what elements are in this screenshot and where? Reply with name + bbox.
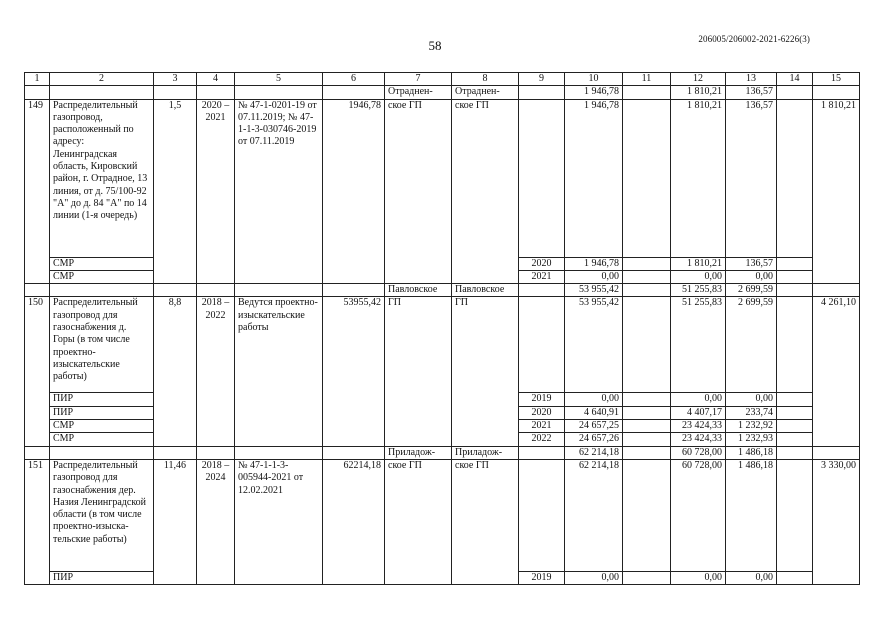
empty-cell — [813, 86, 860, 99]
header-cell: 15 — [813, 73, 860, 86]
settlement-cell: ГП — [452, 297, 519, 446]
total-cell: 24 657,26 — [565, 433, 623, 446]
total-cell: 62 214,18 — [565, 446, 623, 459]
object-row — [25, 297, 860, 393]
period-cell: 2018 – 2024 — [197, 459, 235, 584]
year-cell — [519, 99, 565, 257]
empty-cell — [777, 99, 813, 257]
permit-cell: № 47-1-0201-19 от 07.11.2019; № 47-1-1-3-030746-2019 от 07.11.2019 — [235, 99, 323, 284]
header-cell: 4 — [197, 73, 235, 86]
federal-cell: 51 255,83 — [671, 297, 726, 393]
empty-cell — [813, 284, 860, 297]
federal-cell: 4 407,17 — [671, 406, 726, 419]
total-cell: 0,00 — [565, 571, 623, 584]
stage-label: СМР — [50, 433, 154, 446]
stage-label: СМР — [50, 270, 154, 283]
empty-cell — [235, 284, 323, 297]
regional-cell: 2 699,59 — [726, 284, 777, 297]
empty-cell — [197, 446, 235, 459]
settlement-cell: ГП — [385, 297, 452, 446]
settlement-cell: ское ГП — [452, 459, 519, 584]
stage-label: СМР — [50, 420, 154, 433]
header-cell: 1 — [25, 73, 50, 86]
capacity-cell: 4 261,10 — [813, 297, 860, 446]
year-cell: 2021 — [519, 420, 565, 433]
total-cell: 1 946,78 — [565, 257, 623, 270]
settlement-cell: ское ГП — [385, 99, 452, 284]
empty-cell — [50, 446, 154, 459]
header-cell: 5 — [235, 73, 323, 86]
year-cell: 2021 — [519, 270, 565, 283]
header-cell: 11 — [623, 73, 671, 86]
summary-row — [25, 284, 860, 297]
empty-cell — [25, 284, 50, 297]
year-cell — [519, 459, 565, 571]
object-name: Распределительный газопровод, расположенный по адресу: Ленинградская область, Кировский район, г. Отрадное, 13 линия, от д. 75/100-92 "А" до д. 84 "А" по 14 линии (1-я очередь) — [50, 99, 154, 257]
regional-cell: 136,57 — [726, 257, 777, 270]
length-cell: 1,5 — [154, 99, 197, 284]
settlement-cell: Павловское — [452, 284, 519, 297]
empty-cell — [50, 86, 154, 99]
empty-cell — [623, 99, 671, 257]
empty-cell — [777, 406, 813, 419]
year-cell: 2019 — [519, 393, 565, 406]
object-row — [25, 99, 860, 257]
header-cell: 7 — [385, 73, 452, 86]
regional-cell: 1 486,18 — [726, 446, 777, 459]
empty-cell — [197, 284, 235, 297]
empty-cell — [777, 297, 813, 393]
object-name: Распределительный газопровод для газоснабжения д. Горы (в том числе проектно-изыскательские работы) — [50, 297, 154, 393]
period-cell: 2020 – 2021 — [197, 99, 235, 284]
settlement-cell: Павловское — [385, 284, 452, 297]
document-number: 206005/206002-2021-6226(3) — [698, 34, 810, 44]
cost-cell: 53955,42 — [323, 297, 385, 446]
empty-cell — [519, 86, 565, 99]
permit-cell: Ведутся проектно-изыскательские работы — [235, 297, 323, 446]
empty-cell — [623, 433, 671, 446]
total-cell: 53 955,42 — [565, 297, 623, 393]
federal-cell: 60 728,00 — [671, 459, 726, 571]
header-row — [25, 73, 860, 86]
regional-cell: 136,57 — [726, 99, 777, 257]
stage-label: ПИР — [50, 406, 154, 419]
federal-cell: 1 810,21 — [671, 86, 726, 99]
settlement-cell: Отраднен- — [385, 86, 452, 99]
header-cell: 6 — [323, 73, 385, 86]
empty-cell — [777, 86, 813, 99]
regional-cell: 1 232,93 — [726, 433, 777, 446]
register-table — [24, 72, 860, 585]
empty-cell — [323, 446, 385, 459]
empty-cell — [623, 571, 671, 584]
object-number: 150 — [25, 297, 50, 446]
empty-cell — [519, 284, 565, 297]
settlement-cell: ское ГП — [385, 459, 452, 584]
stage-label: СМР — [50, 257, 154, 270]
header-cell: 3 — [154, 73, 197, 86]
total-cell: 24 657,25 — [565, 420, 623, 433]
empty-cell — [50, 284, 154, 297]
capacity-cell: 1 810,21 — [813, 99, 860, 284]
empty-cell — [623, 284, 671, 297]
federal-cell: 0,00 — [671, 393, 726, 406]
length-cell: 8,8 — [154, 297, 197, 446]
permit-cell: № 47-1-1-3-005944-2021 от 12.02.2021 — [235, 459, 323, 584]
federal-cell: 1 810,21 — [671, 257, 726, 270]
object-number: 149 — [25, 99, 50, 284]
empty-cell — [777, 393, 813, 406]
federal-cell: 23 424,33 — [671, 433, 726, 446]
empty-cell — [777, 571, 813, 584]
regional-cell: 0,00 — [726, 270, 777, 283]
empty-cell — [235, 86, 323, 99]
summary-row — [25, 446, 860, 459]
header-cell: 2 — [50, 73, 154, 86]
empty-cell — [623, 446, 671, 459]
cost-cell: 1946,78 — [323, 99, 385, 284]
header-cell: 14 — [777, 73, 813, 86]
empty-cell — [154, 86, 197, 99]
empty-cell — [777, 257, 813, 270]
empty-cell — [623, 257, 671, 270]
empty-cell — [623, 297, 671, 393]
empty-cell — [777, 433, 813, 446]
empty-cell — [25, 446, 50, 459]
empty-cell — [323, 284, 385, 297]
period-cell: 2018 – 2022 — [197, 297, 235, 446]
year-cell: 2019 — [519, 571, 565, 584]
empty-cell — [154, 446, 197, 459]
settlement-cell: ское ГП — [452, 99, 519, 284]
settlement-cell: Отраднен- — [452, 86, 519, 99]
page-number: 58 — [428, 38, 442, 53]
regional-cell: 1 232,92 — [726, 420, 777, 433]
total-cell: 0,00 — [565, 393, 623, 406]
header-cell: 9 — [519, 73, 565, 86]
regional-cell: 136,57 — [726, 86, 777, 99]
empty-cell — [813, 446, 860, 459]
total-cell: 4 640,91 — [565, 406, 623, 419]
empty-cell — [777, 270, 813, 283]
year-cell: 2022 — [519, 433, 565, 446]
regional-cell: 0,00 — [726, 393, 777, 406]
empty-cell — [623, 420, 671, 433]
summary-row — [25, 86, 860, 99]
federal-cell: 0,00 — [671, 270, 726, 283]
empty-cell — [623, 459, 671, 571]
object-number: 151 — [25, 459, 50, 584]
empty-cell — [777, 446, 813, 459]
regional-cell: 1 486,18 — [726, 459, 777, 571]
header-cell: 13 — [726, 73, 777, 86]
total-cell: 53 955,42 — [565, 284, 623, 297]
stage-label: ПИР — [50, 393, 154, 406]
header-cell: 8 — [452, 73, 519, 86]
total-cell: 62 214,18 — [565, 459, 623, 571]
empty-cell — [623, 270, 671, 283]
empty-cell — [25, 86, 50, 99]
total-cell: 0,00 — [565, 270, 623, 283]
empty-cell — [777, 420, 813, 433]
empty-cell — [623, 393, 671, 406]
total-cell: 1 946,78 — [565, 86, 623, 99]
year-cell: 2020 — [519, 406, 565, 419]
header-cell: 10 — [565, 73, 623, 86]
year-cell — [519, 297, 565, 393]
empty-cell — [777, 284, 813, 297]
empty-cell — [323, 86, 385, 99]
capacity-cell: 3 330,00 — [813, 459, 860, 584]
empty-cell — [154, 284, 197, 297]
empty-cell — [623, 86, 671, 99]
federal-cell: 1 810,21 — [671, 99, 726, 257]
regional-cell: 2 699,59 — [726, 297, 777, 393]
stage-label: ПИР — [50, 571, 154, 584]
federal-cell: 23 424,33 — [671, 420, 726, 433]
regional-cell: 233,74 — [726, 406, 777, 419]
cost-cell: 62214,18 — [323, 459, 385, 584]
object-row — [25, 459, 860, 571]
empty-cell — [623, 406, 671, 419]
object-name: Распределительный газопровод для газоснабжения дер. Назия Ленинградской области (в том числе проектно-изыска-тельские работы) — [50, 459, 154, 571]
empty-cell — [519, 446, 565, 459]
length-cell: 11,46 — [154, 459, 197, 584]
federal-cell: 0,00 — [671, 571, 726, 584]
header-cell: 12 — [671, 73, 726, 86]
settlement-cell: Приладож- — [385, 446, 452, 459]
federal-cell: 60 728,00 — [671, 446, 726, 459]
total-cell: 1 946,78 — [565, 99, 623, 257]
year-cell: 2020 — [519, 257, 565, 270]
federal-cell: 51 255,83 — [671, 284, 726, 297]
settlement-cell: Приладож- — [452, 446, 519, 459]
empty-cell — [777, 459, 813, 571]
empty-cell — [197, 86, 235, 99]
regional-cell: 0,00 — [726, 571, 777, 584]
empty-cell — [235, 446, 323, 459]
